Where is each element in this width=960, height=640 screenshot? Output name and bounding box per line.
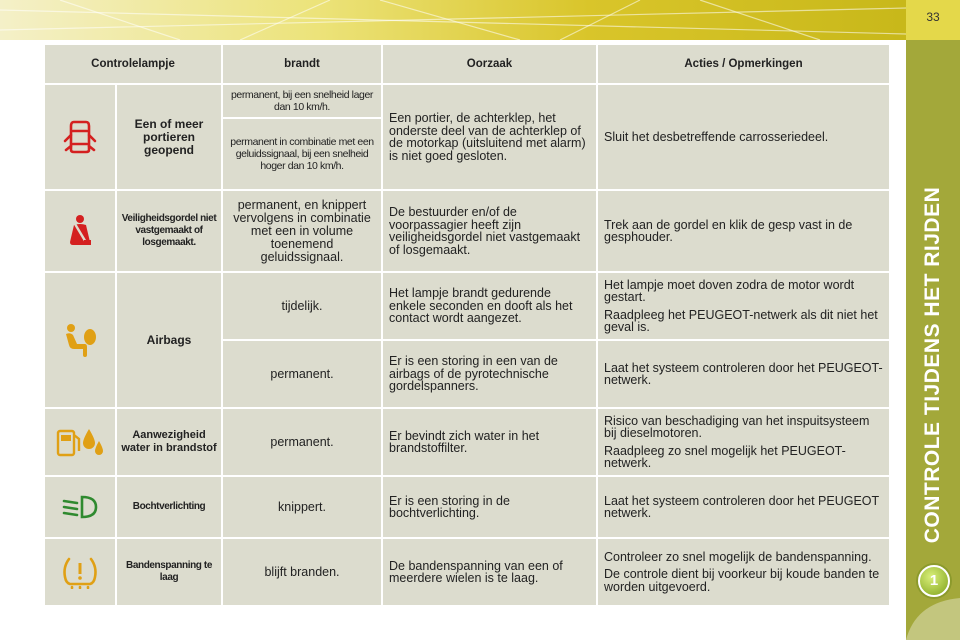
brandt-cell: blijft branden. bbox=[223, 539, 383, 607]
oorzaak-cell: Het lampje brandt gedurende enkele seconden en dooft als het contact wordt aangezet. bbox=[383, 273, 598, 341]
sidebar-corner-arc bbox=[906, 596, 960, 640]
actie-cell bbox=[598, 539, 891, 607]
actie-cell: Laat het systeem controleren door het PEUGEOT-netwerk. bbox=[598, 341, 891, 409]
table-header-row bbox=[45, 45, 891, 85]
icon-cell bbox=[45, 409, 117, 477]
header-band bbox=[0, 0, 906, 40]
warning-name: Aanwezigheid water in brandstof bbox=[117, 409, 223, 477]
oorzaak-cell: De bandenspanning van een of meerdere wielen is te laag. bbox=[383, 539, 598, 607]
oorzaak-cell: Er bevindt zich water in het brandstoffilter. bbox=[383, 409, 598, 477]
chapter-title: CONTROLE TIJDENS HET RIJDEN bbox=[921, 186, 944, 544]
table-row bbox=[45, 477, 891, 539]
brandt-cell: knippert. bbox=[223, 477, 383, 539]
oorzaak-cell: Er is een storing in de bochtverlichting. bbox=[383, 477, 598, 539]
actie-line: Risico van beschadiging van het inspuitsysteem bij dieselmotoren. bbox=[604, 413, 870, 440]
actie-line: Controleer zo snel mogelijk de bandenspanning. bbox=[604, 549, 872, 564]
actie-cell bbox=[598, 273, 891, 341]
actie-cell: Laat het systeem controleren door het PEUGEOT netwerk. bbox=[598, 477, 891, 539]
table-row bbox=[45, 409, 891, 477]
brandt-cell: permanent, en knippert vervolgens in combinatie met een in volume toenemend geluidssignaal. bbox=[223, 191, 383, 273]
icon-cell bbox=[45, 539, 117, 607]
brandt-cell: permanent in combinatie met een geluidssignaal, bij een snelheid hoger dan 10 km/h. bbox=[223, 119, 383, 191]
header-decoration bbox=[0, 0, 906, 40]
warning-name: Een of meer portieren geopend bbox=[117, 85, 223, 191]
actie-cell: Trek aan de gordel en klik de gesp vast in de gesphouder. bbox=[598, 191, 891, 273]
header-brandt: brandt bbox=[223, 45, 383, 85]
warning-name: Bochtverlichting bbox=[117, 477, 223, 539]
warning-name: Bandenspanning te laag bbox=[117, 539, 223, 607]
actie-line: Raadpleeg zo snel mogelijk het PEUGEOT-netwerk. bbox=[604, 443, 846, 470]
tyre-pressure-icon bbox=[60, 555, 100, 589]
actie-line: Het lampje moet doven zodra de motor wordt gestart. bbox=[604, 277, 855, 304]
oorzaak-cell: Er is een storing in een van de airbags of de pyrotechnische gordelspanners. bbox=[383, 341, 598, 409]
header-oorzaak: Oorzaak bbox=[383, 45, 598, 85]
icon-cell bbox=[45, 477, 117, 539]
icon-cell bbox=[45, 273, 117, 409]
brandt-cell: permanent. bbox=[223, 341, 383, 409]
table-row bbox=[45, 539, 891, 607]
icon-cell bbox=[45, 85, 117, 191]
oorzaak-cell: Een portier, de achterklep, het onderste deel van de achterklep of de motorkap (uitsluitend met alarm) is niet goed gesloten. bbox=[383, 85, 598, 191]
page-number: 33 bbox=[926, 10, 940, 24]
oorzaak-cell: De bestuurder en/of de voorpassagier heeft zijn veiligheidsgordel niet vastgemaakt of losgemaakt. bbox=[383, 191, 598, 273]
seatbelt-icon bbox=[65, 214, 95, 248]
brandt-cell: permanent. bbox=[223, 409, 383, 477]
airbag-icon bbox=[61, 322, 99, 358]
open-door-car-icon bbox=[63, 118, 97, 156]
icon-cell bbox=[45, 191, 117, 273]
brandt-cell: tijdelijk. bbox=[223, 273, 383, 341]
header-acties: Acties / Opmerkingen bbox=[598, 45, 891, 85]
warning-lights-table bbox=[45, 45, 891, 607]
actie-cell bbox=[598, 409, 891, 477]
table-row bbox=[45, 191, 891, 273]
chapter-badge: 1 bbox=[918, 565, 950, 597]
brandt-cell: permanent, bij een snelheid lager dan 10 km/h. bbox=[223, 85, 383, 119]
table-row bbox=[45, 85, 891, 119]
warning-name: Veiligheidsgordel niet vastgemaakt of losgemaakt. bbox=[117, 191, 223, 273]
actie-line: Raadpleeg het PEUGEOT-netwerk als dit niet het geval is. bbox=[604, 307, 878, 334]
header-controlelampje: Controlelampje bbox=[45, 45, 223, 85]
dipped-beam-icon bbox=[60, 493, 100, 521]
actie-line: De controle dient bij voorkeur bij koude banden te worden uitgevoerd. bbox=[604, 567, 880, 594]
warning-name: Airbags bbox=[117, 273, 223, 409]
water-in-fuel-icon bbox=[55, 425, 105, 459]
actie-cell: Sluit het desbetreffende carrosseriedeel. bbox=[598, 85, 891, 191]
table-row bbox=[45, 273, 891, 341]
